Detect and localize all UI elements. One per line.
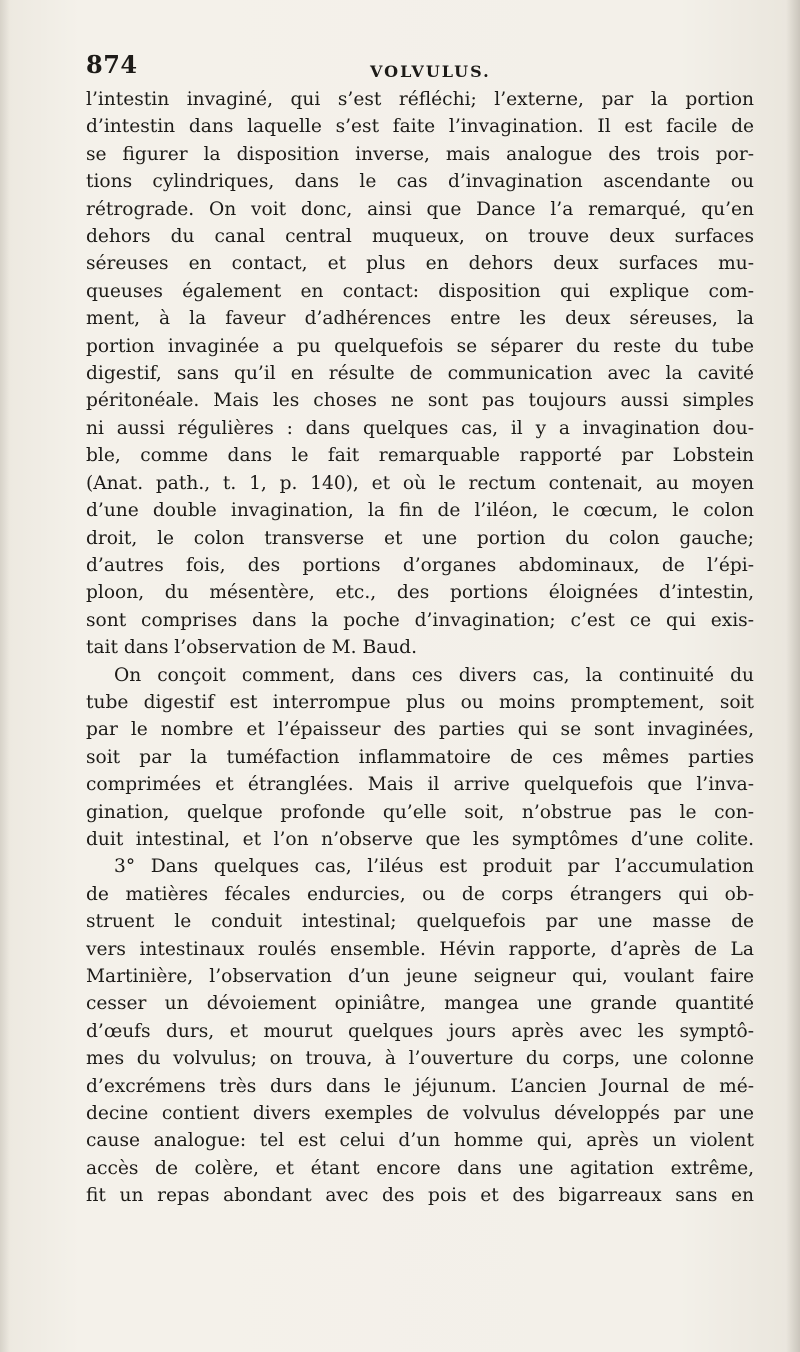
text-line: cause analogue: tel est celui d’un homme qui, après un violent (86, 1130, 754, 1152)
text-line: 3° Dans quelques cas, l’iléus est produit par l’accumulation (114, 856, 754, 878)
text-line: digestif, sans qu’il en résulte de communication avec la cavité (86, 363, 754, 385)
text-line: Martinière, l’observation d’un jeune seigneur qui, voulant faire (86, 966, 754, 987)
text-line: ble, comme dans le fait remarquable rapporté par Lobstein (86, 445, 754, 467)
text-line: l’intestin invaginé, qui s’est réfléchi; l’externe, par la portion (86, 89, 754, 110)
text-line: accès de colère, et étant encore dans une agitation extrême, (86, 1157, 754, 1179)
text-line: fit un repas abondant avec des pois et des bigarreaux sans en (86, 1185, 754, 1207)
text-line: duit intestinal, et l’on n’observe que les symptômes d’une colite. (86, 828, 754, 850)
text-line: droit, le colon transverse et une portion du colon gauche; (86, 527, 754, 549)
page-number: 874 (86, 50, 138, 79)
page-edge-shadow-left (0, 0, 10, 1352)
text-line: cesser un dévoiement opiniâtre, mangea une grande quantité (86, 993, 754, 1015)
text-line: d’intestin dans laquelle s’est faite l’invagination. Il est facile de (86, 116, 754, 138)
text-line: d’une double invagination, la fin de l’iléon, le cœcum, le colon (86, 500, 754, 522)
text-line: d’œufs durs, et mourut quelques jours après avec les symptô- (86, 1020, 754, 1042)
text-line: d’autres fois, des portions d’organes abdominaux, de l’épi- (86, 554, 754, 576)
text-line: péritonéale. Mais les choses ne sont pas toujours aussi simples (86, 390, 754, 412)
page-header (86, 50, 754, 84)
text-line: comprimées et étranglées. Mais il arrive quelquefois que l’inva- (86, 774, 754, 796)
text-line: On conçoit comment, dans ces divers cas, la continuité du (114, 664, 754, 686)
paragraph-1 (86, 86, 754, 662)
text-line: portion invaginée a pu quelquefois se séparer du reste du tube (86, 335, 754, 357)
text-line: sont comprises dans la poche d’invagination; c’est ce qui exis- (86, 609, 754, 631)
text-line: se figurer la disposition inverse, mais analogue des trois por- (86, 143, 754, 165)
text-line: soit par la tuméfaction inflammatoire de ces mêmes parties (86, 746, 754, 768)
text-line: ni aussi régulières : dans quelques cas, il y a invagination dou- (86, 417, 754, 439)
body-text (86, 86, 754, 1210)
text-line: tait dans l’observation de M. Baud. (86, 637, 417, 659)
text-line: de matières fécales endurcies, ou de corps étrangers qui ob- (86, 883, 754, 905)
text-line: séreuses en contact, et plus en dehors deux surfaces mu- (86, 253, 754, 275)
text-line: tube digestif est interrompue plus ou moins promptement, soit (86, 691, 754, 713)
text-line: ploon, du mésentère, etc., des portions éloignées d’intestin, (86, 582, 754, 604)
text-line: tions cylindriques, dans le cas d’invagination ascendante ou (86, 171, 754, 193)
text-line: ment, à la faveur d’adhérences entre les deux séreuses, la (86, 308, 754, 330)
text-line: dehors du canal central muqueux, on trouve deux surfaces (86, 226, 754, 248)
text-line: vers intestinaux roulés ensemble. Hévin rapporte, d’après de La (86, 938, 754, 960)
running-title: VOLVULUS. (370, 62, 491, 81)
text-line: struent le conduit intestinal; quelquefois par une masse de (86, 911, 754, 933)
text-line: d’excrémens très durs dans le jéjunum. L’ancien Journal de mé- (86, 1075, 754, 1097)
text-line: mes du volvulus; on trouva, à l’ouverture du corps, une colonne (86, 1048, 754, 1070)
text-line: decine contient divers exemples de volvulus développés par une (86, 1103, 754, 1125)
paragraph-2 (86, 662, 754, 854)
text-line: rétrograde. On voit donc, ainsi que Dance l’a remarqué, qu’en (86, 198, 754, 220)
text-line: gination, quelque profonde qu’elle soit, n’obstrue pas le con- (86, 801, 754, 823)
text-line: par le nombre et l’épaisseur des parties qui se sont invaginées, (86, 719, 754, 741)
text-line: queuses également en contact: disposition qui explique com- (86, 280, 754, 302)
page-edge-shadow-right (786, 0, 800, 1352)
text-line-citation: (Anat. path., t. 1, p. 140), et où le rectum contenait, au moyen (86, 472, 754, 494)
paragraph-3 (86, 853, 754, 1209)
